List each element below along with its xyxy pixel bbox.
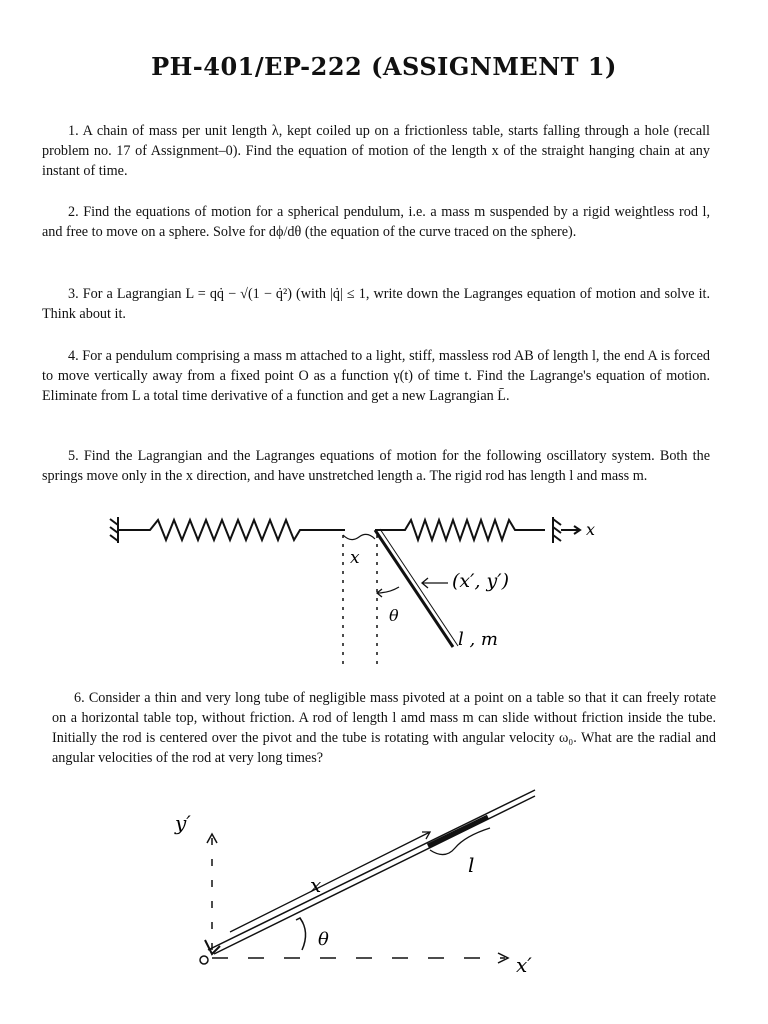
rotating-tube-figure: [0, 790, 768, 1010]
problem-4: 4. For a pendulum comprising a mass m attached to a light, stiff, massless rod AB of length l, the end A is forced to move vertically away from a fixed point O as a function γ(t) of time t. Find the Lagrange's equation of motion. Eliminate from L a total time derivative of a function and get a new Lagrangian L̄.: [42, 348, 710, 404]
x-label: x: [350, 548, 360, 568]
x-axis-label: x′: [516, 953, 532, 977]
spring-rod-figure: [0, 505, 768, 675]
y-axis-label: y′: [175, 811, 191, 835]
left-spring: [118, 520, 345, 540]
rod-label: l , m: [458, 629, 498, 650]
x-axis-label: x: [586, 520, 596, 539]
problem-1: 1. A chain of mass per unit length λ, kept coiled up on a frictionless table, starts falling through a hole (recall problem no. 17 of Assignment–0). Find the equation of motion of the length x of the straight hanging chain at any instant of time.: [42, 123, 710, 179]
length-label: l: [468, 853, 475, 877]
theta-label: θ: [389, 606, 399, 625]
x-distance-label: x: [310, 873, 322, 897]
problem-5: 5. Find the Lagrangian and the Lagranges equations of motion for the following oscillatory system. Both the springs move only in the x direction, and have unstretched length a. The rigid rod has length l and mass m.: [42, 448, 710, 484]
problem-2: 2. Find the equations of motion for a spherical pendulum, i.e. a mass m suspended by a rigid weightless rod l, and free to move on a sphere. Solve for dϕ/dθ (the equation of the curve traced on the sphere).: [42, 204, 710, 240]
rigid-rod: [375, 530, 453, 647]
problem-6: 6. Consider a thin and very long tube of negligible mass pivoted at a point on a table so that it can freely rotate on a horizontal table top, without friction. A rod of length l amd mass m can slide without friction inside the tube. Initially the rod is centered over the pivot and the tube is rotating with angular velocity ω₀. What are the radial and angular velocities of the rod at very long times?: [52, 690, 716, 766]
tube: [208, 790, 535, 950]
theta-label: θ: [318, 929, 329, 950]
right-spring: [375, 520, 545, 540]
page-title: PH-401/EP-222 (ASSIGNMENT 1): [151, 52, 617, 81]
point-label: (x′, y′): [452, 570, 509, 592]
problem-3: 3. For a Lagrangian L = qq̇ − √(1 − q̇²) (with |q̇| ≤ 1, write down the Lagranges equation of motion and solve it. Think about it.: [42, 286, 710, 322]
